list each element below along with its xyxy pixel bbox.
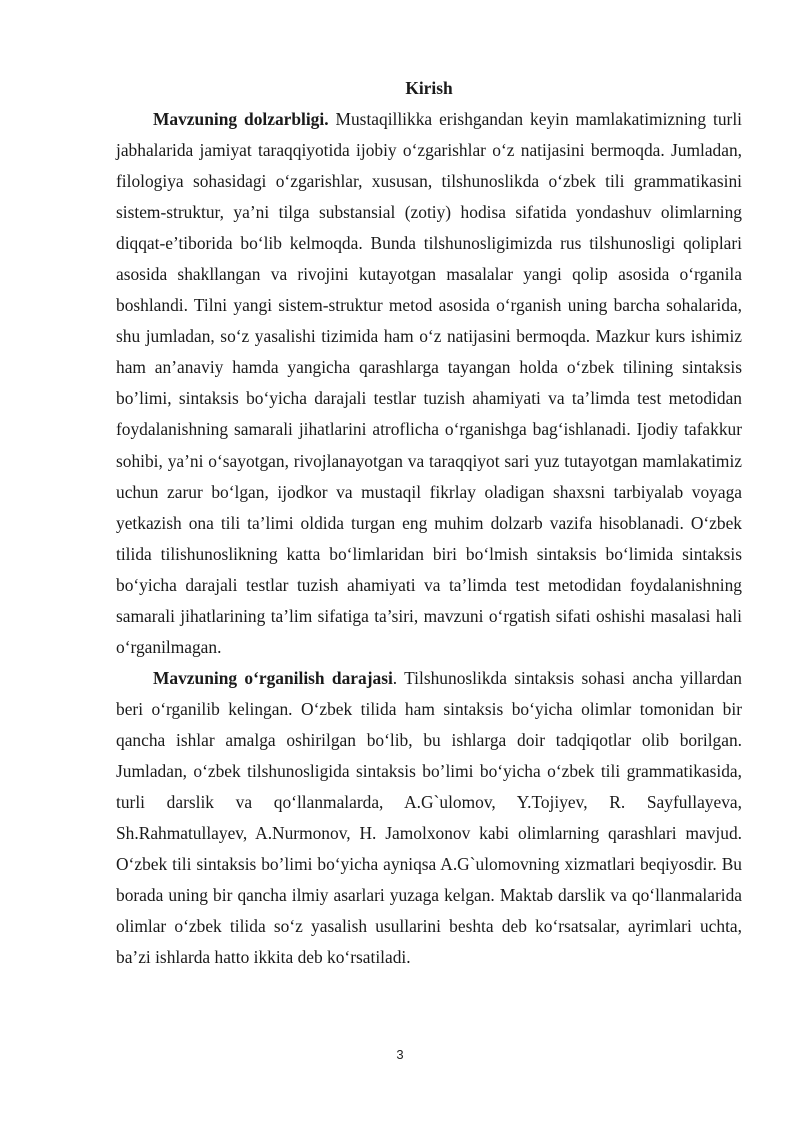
paragraph-lead-relevance: Mavzuning dolzarbligi. — [153, 109, 329, 129]
section-title: Kirish — [405, 78, 453, 98]
paragraph-text-study-level: . Tilshunoslikda sintaksis sohasi ancha yillardan beri o‘rganilib kelingan. O‘zbek tilida ham sintaksis bo‘yicha olimlar tomonidan bir qancha ishlar amalga oshirilgan bo‘lib, bu ishlarga doir tadqiqotlar olib borilgan. Jumladan, o‘zbek tilshunosligida sintaksis bo’limi bo‘yicha o‘zbek tili grammatikasida, turli darslik va qo‘llanmalarda, A.G`ulomov, Y.Tojiyev, R. Sayfullayeva, Sh.Rahmatullayev, A.Nurmonov, H. Jamolxonov kabi olimlarning qarashlari mavjud. O‘zbek tili sintaksis bo’limi bo‘yicha ayniqsa A.G`ulomovning xizmatlari beqiyosdir. Bu borada uning bir qancha ilmiy asarlari yuzaga kelgan. Maktab darslik va qo‘llanmalarida olimlar o‘zbek tilida so‘z yasalish usullarini beshta deb ko‘rsatsalar, ayrimlari uchta, ba’zi ishlarda hatto ikkita deb ko‘rsatiladi. — [116, 667, 742, 968]
document-body — [116, 70, 742, 973]
page-number: 3 — [396, 1047, 404, 1062]
paragraph-lead-study-level: Mavzuning o‘rganilish darajasi — [153, 667, 393, 688]
paragraph-relevance — [116, 104, 742, 663]
paragraph-text-relevance: Mustaqillikka erishgandan keyin mamlakatimizning turli jabhalarida jamiyat taraqqiyotida ijobiy o‘zgarishlar o‘z natijasini bermoqda. Jumladan, filologiya sohasidagi o‘zgarishlar, xususan, tilshunoslikda o‘zbek tili grammatikasini sistem-struktur, ya’ni tilga substansial (zotiy) hodisa sifatida yondashuv olimlarning diqqat-e’tiborida bo‘lib kelmoqda. Bunda tilshunosligimizda rus tilshunosligi qoliplari asosida shakllangan va rivojini kutayotgan masalalar yangi qolip asosida o‘rganila boshlandi. Tilni yangi sistem-struktur metod asosida o‘rganish uning barcha sohalarida, shu jumladan, so‘z yasalishi tizimida ham o‘z natijasini bermoqda. Mazkur kurs ishimiz ham an’anaviy hamda yangicha qarashlarga tayangan holda o‘zbek tilining sintaksis bo’limi, sintaksis bo‘yicha darajali testlar tuzish ahamiyati va ta’limda test metodidan foydalanishning samarali jihatlarini atroflicha o‘rganishga bag‘ishlanadi. Ijodiy tafakkur sohibi, ya’ni o‘sayotgan, rivojlanayotgan va taraqqiyot sari yuz tutayotgan mamlakatimiz uchun zarur bo‘lgan, ijodkor va mustaqil fikrlay oladigan shaxsni tarbiyalab voyaga yetkazish ona tili ta’limi oldida turgan eng muhim dolzarb vazifa hisoblanadi. O‘zbek tilida tilishunoslikning katta bo‘limlaridan biri bo‘lmish sintaksis bo‘limida sintaksis bo‘yicha darajali testlar tuzish ahamiyati va ta’limda test metodidan foydalanishning samarali jihatlarining ta’lim sifatiga ta’siri, mavzuni o‘rgatish sifati oshishi masalasi hali o‘rganilmagan. — [116, 109, 742, 657]
paragraph-study-level — [116, 663, 742, 973]
